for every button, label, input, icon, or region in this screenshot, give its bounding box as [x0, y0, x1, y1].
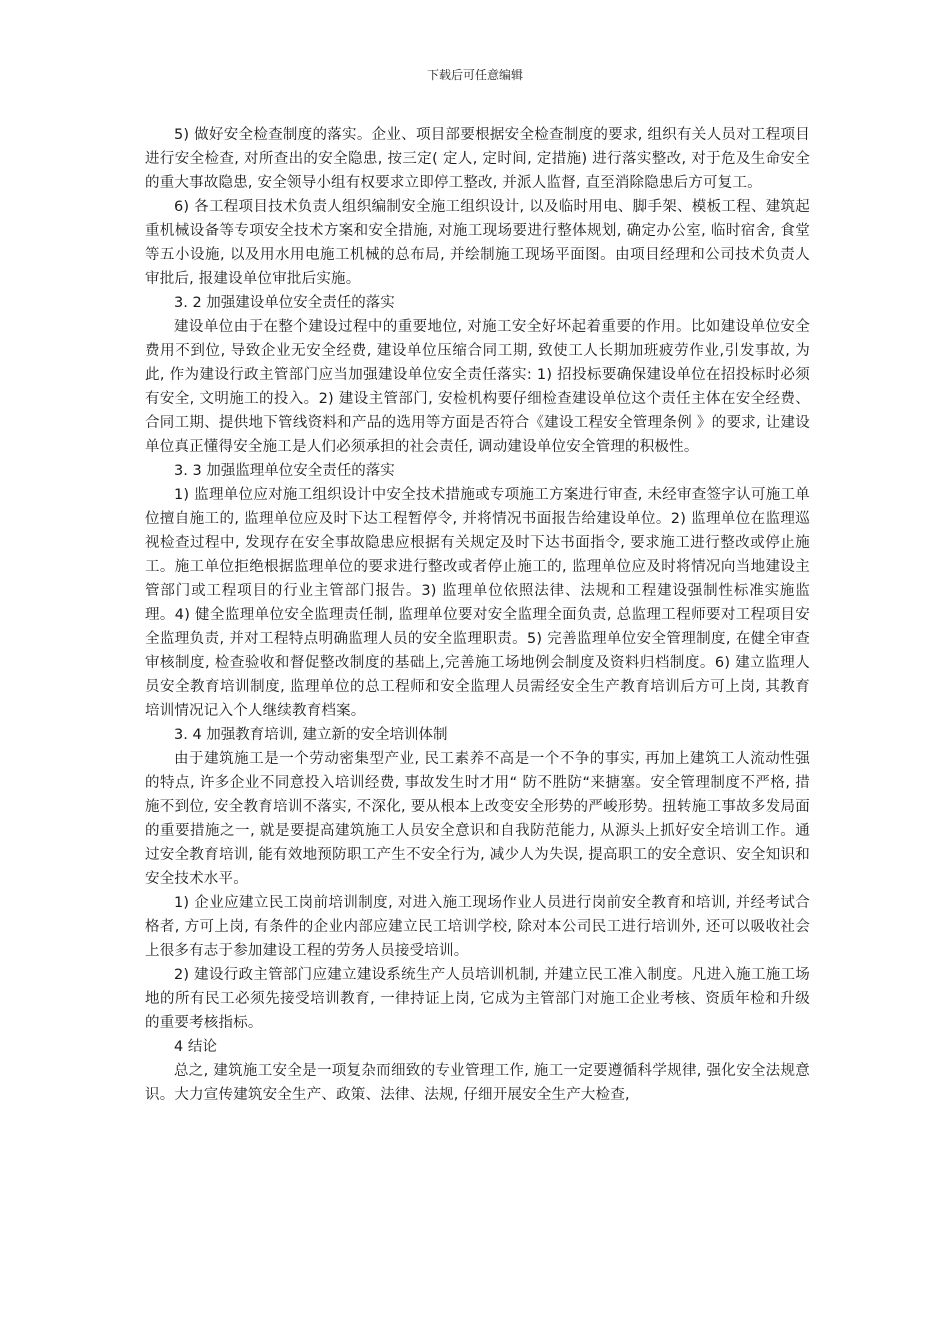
- paragraph: 1) 监理单位应对施工组织设计中安全技术措施或专项施工方案进行审查, 未经审查签字认可施工单位擅自施工的, 监理单位应及时下达工程暂停令, 并将情况书面报告给建设单位。2) 监理单位在监理巡视检查过程中, 发现存在安全事故隐患应根据有关规定及时下达书面指令, 要求施工进行整改或停止施工。施工单位拒绝根据监理单位的要求进行整改或者停止施工的, 监理单位应及时将情况向当地建设主管部门或工程项目的行业主管部门报告。3) 监理单位依照法律、法规和工程建设强制性标准实施监理。4) 健全监理单位安全监理责任制, 监理单位要对安全监理全面负责, 总监理工程师要对工程项目安全监理负责, 并对工程特点明确监理人员的安全监理职责。5) 完善监理单位安全管理制度, 在健全审查审核制度, 检查验收和督促整改制度的基础上,完善施工场地例会制度及资料归档制度。6) 建立监理人员安全教育培训制度, 监理单位的总工程师和安全监理人员需经安全生产教育培训后方可上岗, 其教育培训情况记入个人继续教育档案。: [145, 487, 810, 719]
- section-heading: 3. 2 加强建设单位安全责任的落实: [174, 295, 395, 311]
- paragraph: 由于建筑施工是一个劳动密集型产业, 民工素养不高是一个不争的事实, 再加上建筑工人流动性强的特点, 许多企业不同意投入培训经费, 事故发生时才用“ 防不胜防“来搪塞。安全管理制度不严格, 措施不到位, 安全教育培训不落实, 不深化, 要从根本上改变安全形势的严峻形势。扭转施工事故多发局面的重要措施之一, 就是要提高建筑施工人员安全意识和自我防范能力, 从源头上抓好安全培训工作。通过安全教育培训, 能有效地预防职工产生不安全行为, 减少人为失误, 提高职工的安全意识、安全知识和安全技术水平。: [145, 751, 810, 887]
- paragraph: 5) 做好安全检查制度的落实。企业、项目部要根据安全检查制度的要求, 组织有关人员对工程项目进行安全检查, 对所查出的安全隐患, 按三定( 定人, 定时间, 定措施) 进行落实整改, 对于危及生命安全的重大事故隐患, 安全领导小组有权要求立即停工整改, 并派人监督, 直至消除隐患后方可复工。: [145, 127, 810, 191]
- paragraph: 建设单位由于在整个建设过程中的重要地位, 对施工安全好坏起着重要的作用。比如建设单位安全费用不到位, 导致企业无安全经费, 建设单位压缩合同工期, 致使工人长期加班疲劳作业,引发事故, 为此, 作为建设行政主管部门应当加强建设单位安全责任落实: 1) 招投标要确保建设单位在招投标时必须有安全, 文明施工的投入。2) 建设主管部门, 安检机构要仔细检查建设单位这个责任主体在安全经费、合同工期、提供地下管线资料和产品的选用等方面是否符合《建设工程安全管理条例 》的要求, 让建设单位真正懂得安全施工是人们必须承担的社会责任, 调动建设单位安全管理的积极性。: [145, 319, 810, 455]
- section-heading: 4 结论: [174, 1039, 217, 1055]
- page-header: 下载后可任意编辑: [426, 68, 523, 82]
- paragraph: 总之, 建筑施工安全是一项复杂而细致的专业管理工作, 施工一定要遵循科学规律, 强化安全法规意识。大力宣传建筑安全生产、政策、法律、法规, 仔细开展安全生产大检查,: [145, 1063, 810, 1103]
- paragraph: 2) 建设行政主管部门应建立建设系统生产人员培训机制, 并建立民工准入制度。凡进入施工施工场地的所有民工必须先接受培训教育, 一律持证上岗, 它成为主管部门对施工企业考核、资质年检和升级的重要考核指标。: [145, 967, 810, 1031]
- document-body: [145, 123, 810, 1107]
- paragraph: 1) 企业应建立民工岗前培训制度, 对进入施工现场作业人员进行岗前安全教育和培训, 并经考试合格者, 方可上岗, 有条件的企业内部应建立民工培训学校, 除对本公司民工进行培训外, 还可以吸收社会上很多有志于参加建设工程的劳务人员接受培训。: [145, 895, 810, 959]
- section-heading: 3. 3 加强监理单位安全责任的落实: [174, 463, 395, 479]
- paragraph: 6) 各工程项目技术负责人组织编制安全施工组织设计, 以及临时用电、脚手架、模板工程、建筑起重机械设备等专项安全技术方案和安全措施, 对施工现场要进行整体规划, 确定办公室, 临时宿舍, 食堂等五小设施, 以及用水用电施工机械的总布局, 并绘制施工现场平面图。由项目经理和公司技术负责人审批后, 报建设单位审批后实施。: [145, 199, 810, 287]
- section-heading: 3. 4 加强教育培训, 建立新的安全培训体制: [174, 727, 448, 743]
